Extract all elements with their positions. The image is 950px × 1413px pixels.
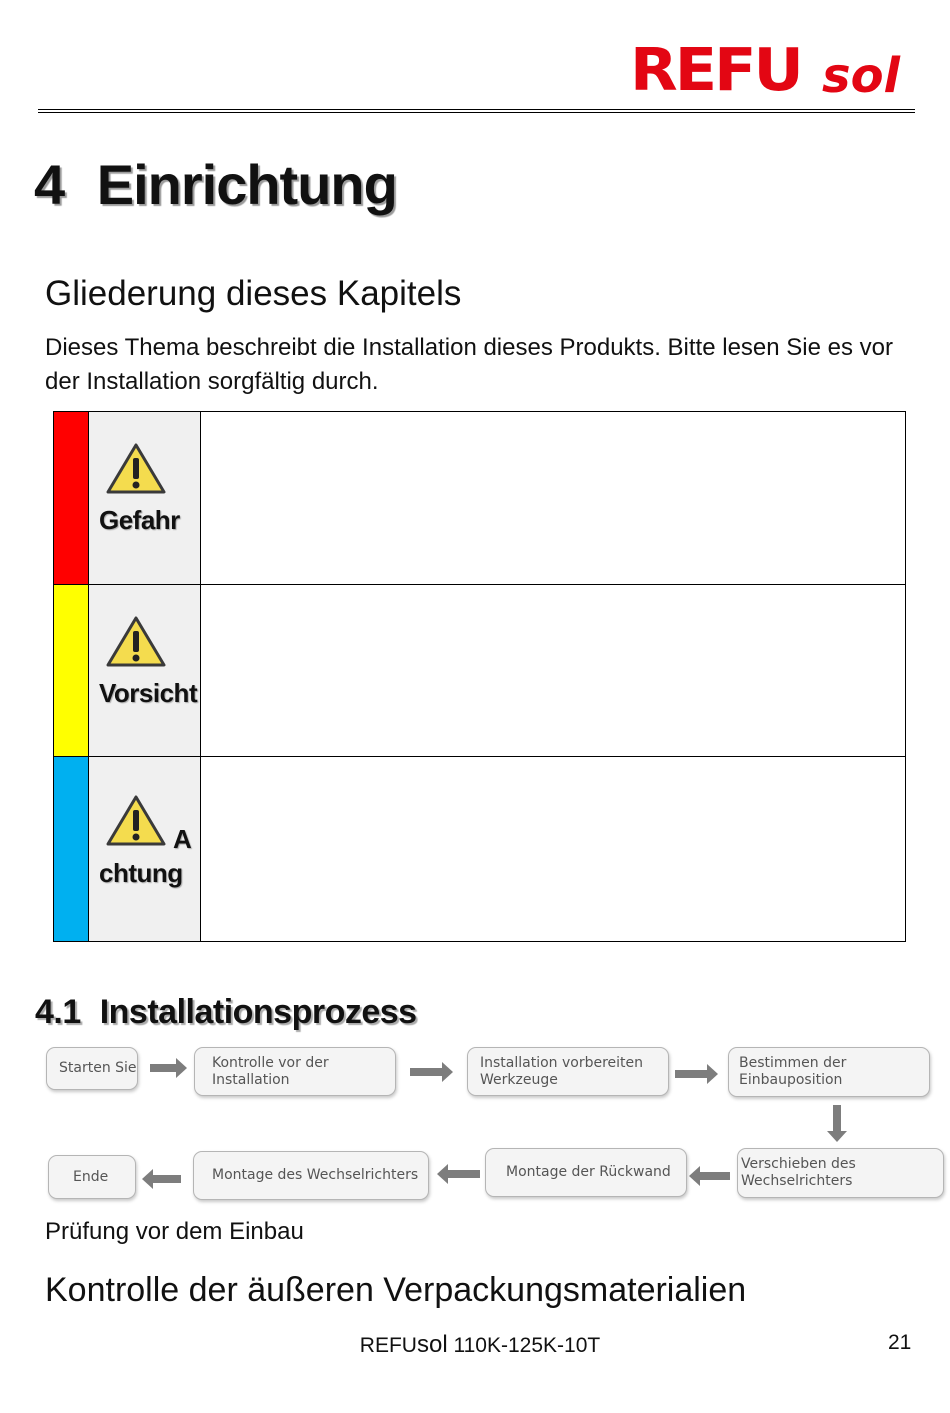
- arrow-right-icon: [410, 1062, 454, 1082]
- refusol-logo: [630, 34, 905, 105]
- chapter-title: [34, 150, 397, 220]
- footer-brand-prefix: REFU: [359, 1334, 417, 1357]
- attention-text-cell: [202, 757, 905, 941]
- check-subheading: Kontrolle der äußeren Verpackungsmaterialien: [45, 1271, 747, 1309]
- step-determine-position: Bestimmen der Einbauposition: [728, 1047, 930, 1097]
- header-rule-bottom: [38, 112, 915, 113]
- step-prepare-tools-line2: Werkzeuge: [480, 1072, 558, 1088]
- page-number: 21: [888, 1331, 912, 1354]
- step-prepare-tools-line1: Installation vorbereiten: [480, 1055, 644, 1071]
- step-mount-inverter: Montage des Wechselrichters: [193, 1151, 429, 1200]
- warning-triangle-icon: [105, 615, 167, 669]
- arrow-right-icon: [150, 1058, 188, 1078]
- danger-text-cell: [202, 412, 905, 584]
- footer-model-number: 110K-125K-10T: [453, 1334, 601, 1357]
- step-prepare-tools: [467, 1047, 669, 1096]
- step-mount-backplate: Montage der Rückwand: [485, 1148, 687, 1197]
- arrow-left-icon: [437, 1164, 481, 1184]
- section-number: 4.1: [35, 993, 81, 1031]
- arrow-left-icon: [689, 1166, 731, 1186]
- danger-color-bar: [54, 412, 88, 584]
- arrow-down-icon: [827, 1105, 847, 1143]
- outline-heading: Gliederung dieses Kapitels: [45, 274, 462, 313]
- warning-triangle-icon: [105, 794, 167, 848]
- warning-row-caution: [54, 584, 905, 756]
- caution-text-cell: [202, 585, 905, 756]
- chapter-number: 4: [34, 153, 65, 216]
- warning-row-attention: [54, 756, 905, 941]
- caution-color-bar: [54, 585, 88, 756]
- check-heading: Prüfung vor dem Einbau: [45, 1218, 304, 1245]
- logo-text-sol: sol: [822, 48, 900, 104]
- warning-row-danger: [54, 412, 905, 584]
- header-rule-top: [38, 109, 915, 110]
- attention-label-part1: A: [173, 824, 192, 854]
- footer-brand-suffix: sol: [416, 1331, 448, 1358]
- danger-label: Gefahr: [99, 505, 180, 535]
- attention-label-cell: [88, 757, 201, 941]
- caution-label: Vorsicht: [99, 678, 198, 708]
- arrow-left-icon: [142, 1169, 182, 1189]
- warning-table: [53, 411, 906, 942]
- step-move-inverter: Verschieben des Wechselrichters: [737, 1148, 944, 1198]
- attention-label-part2: chtung: [99, 858, 183, 888]
- logo-text-refu: REFU: [630, 34, 801, 105]
- danger-label-cell: [88, 412, 201, 584]
- footer-model: [0, 1330, 950, 1361]
- arrow-right-icon: [675, 1064, 719, 1084]
- section-heading: [35, 990, 417, 1034]
- step-end: Ende: [48, 1155, 136, 1199]
- attention-color-bar: [54, 757, 88, 941]
- chapter-name: Einrichtung: [96, 153, 397, 216]
- step-pre-installation-check: Kontrolle vor der Installation: [194, 1047, 396, 1096]
- warning-triangle-icon: [105, 442, 167, 496]
- caution-label-cell: [88, 585, 201, 756]
- section-title: Installationsprozess: [99, 993, 417, 1031]
- outline-intro: Dieses Thema beschreibt die Installation dieses Produkts. Bitte lesen Sie es vor der Installation sorgfältig durch.: [45, 334, 893, 395]
- step-start: Starten Sie: [46, 1047, 138, 1090]
